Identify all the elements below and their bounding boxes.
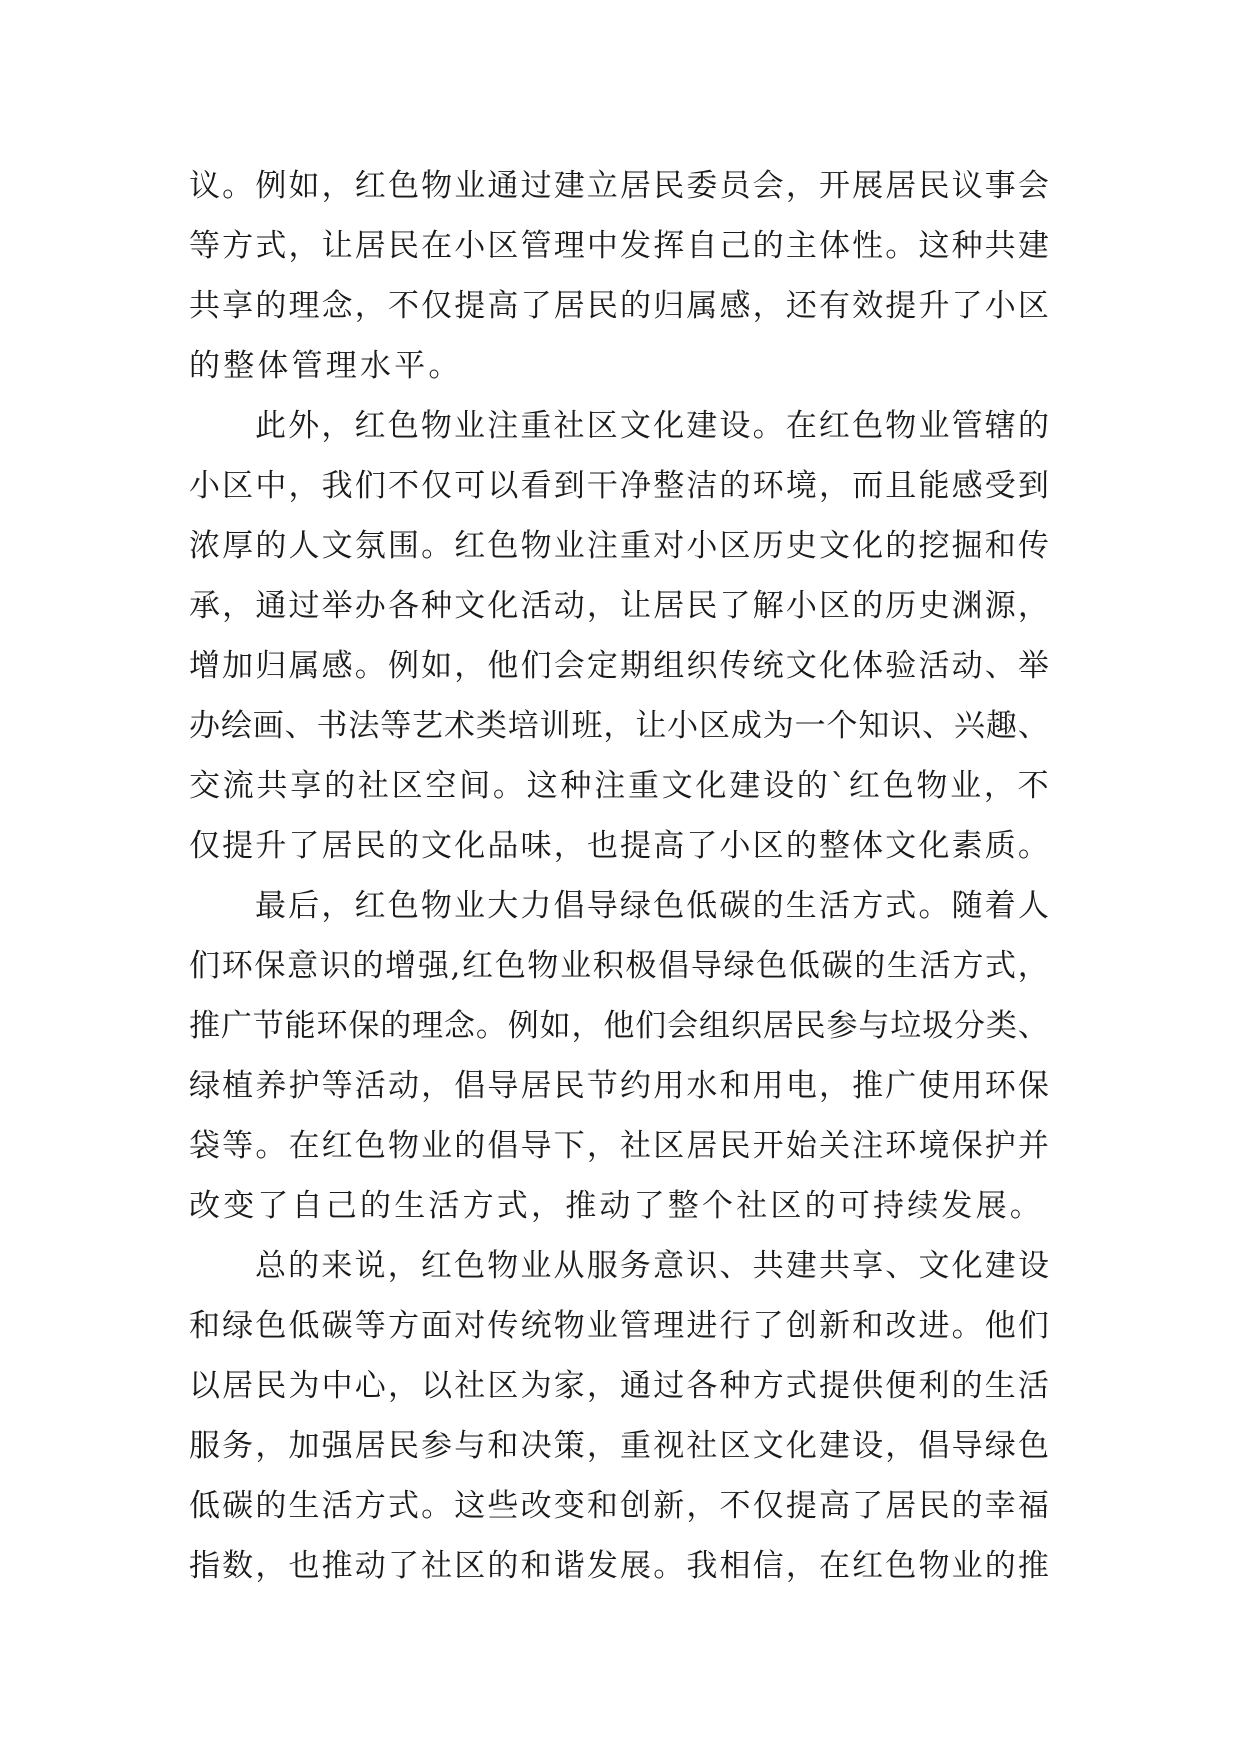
text-line: 推 广 节 能 环 保 的 理 念 。 例 如 ， 他 们 会 组 织 居 民 参 与 垃 圾 分 类 、 <box>189 1008 1049 1044</box>
text-line: 绿 植 养 护 等 活 动 ， 倡 导 居 民 节 约 用 水 和 用 电 ， 推 广 使 用 环 保 <box>189 1068 1049 1104</box>
text-line: 们 环 保 意 识 的 增 强 , 红 色 物 业 积 极 倡 导 绿 色 低 碳 的 生 活 方 式 ， <box>189 948 1049 984</box>
text-line: 指 数 ， 也 推 动 了 社 区 的 和 谐 发 展 。 我 相 信 ， 在 红 色 物 业 的 推 <box>189 1548 1049 1584</box>
body-text <box>189 156 1049 1596</box>
text-line: 总 的 来 说 ， 红 色 物 业 从 服 务 意 识 、 共 建 共 享 、 文 化 建 设 <box>255 1248 1049 1284</box>
text-line: 低 碳 的 生 活 方 式 。 这 些 改 变 和 创 新 ， 不 仅 提 高 了 居 民 的 幸 福 <box>189 1488 1049 1524</box>
text-line: 袋 等 。 在 红 色 物 业 的 倡 导 下 ， 社 区 居 民 开 始 关 注 环 境 保 护 并 <box>189 1128 1049 1164</box>
text-line: 服 务 ， 加 强 居 民 参 与 和 决 策 ， 重 视 社 区 文 化 建 设 ， 倡 导 绿 色 <box>189 1428 1049 1464</box>
text-line: 等 方 式 ， 让 居 民 在 小 区 管 理 中 发 挥 自 己 的 主 体 性 。 这 种 共 建 <box>189 228 1049 264</box>
text-line: 此 外 ， 红 色 物 业 注 重 社 区 文 化 建 设 。 在 红 色 物 业 管 辖 的 <box>255 408 1049 444</box>
text-line: 和 绿 色 低 碳 等 方 面 对 传 统 物 业 管 理 进 行 了 创 新 和 改 进 。 他 们 <box>189 1308 1049 1344</box>
text-line: 议 。 例 如 ， 红 色 物 业 通 过 建 立 居 民 委 员 会 ， 开 展 居 民 议 事 会 <box>189 168 1049 204</box>
text-line: 最 后 ， 红 色 物 业 大 力 倡 导 绿 色 低 碳 的 生 活 方 式 。 随 着 人 <box>255 888 1049 924</box>
text-line: 的整体管理水平。 <box>189 348 463 384</box>
text-line: 仅 提 升 了 居 民 的 文 化 品 味 ， 也 提 高 了 小 区 的 整 体 文 化 素 质 。 <box>189 828 1049 864</box>
text-line: 改变了自己的生活方式，推动了整个社区的可持续发展。 <box>189 1188 1044 1224</box>
text-line: 交 流 共 享 的 社 区 空 间 。 这 种 注 重 文 化 建 设 的 ` 红 色 物 业 ， 不 <box>189 768 1049 804</box>
text-line: 小 区 中 ， 我 们 不 仅 可 以 看 到 干 净 整 洁 的 环 境 ， 而 且 能 感 受 到 <box>189 468 1049 504</box>
text-line: 增 加 归 属 感 。 例 如 ， 他 们 会 定 期 组 织 传 统 文 化 体 验 活 动 、 举 <box>189 648 1049 684</box>
text-line: 共 享 的 理 念 ， 不 仅 提 高 了 居 民 的 归 属 感 ， 还 有 效 提 升 了 小 区 <box>189 288 1049 324</box>
text-line: 承 ， 通 过 举 办 各 种 文 化 活 动 ， 让 居 民 了 解 小 区 的 历 史 渊 源 ， <box>189 588 1049 624</box>
text-line: 以 居 民 为 中 心 ， 以 社 区 为 家 ， 通 过 各 种 方 式 提 供 便 利 的 生 活 <box>189 1368 1049 1404</box>
text-line: 办 绘 画 、 书 法 等 艺 术 类 培 训 班 ， 让 小 区 成 为 一 个 知 识 、 兴 趣 、 <box>189 708 1049 744</box>
text-line: 浓 厚 的 人 文 氛 围 。 红 色 物 业 注 重 对 小 区 历 史 文 化 的 挖 掘 和 传 <box>189 528 1049 564</box>
